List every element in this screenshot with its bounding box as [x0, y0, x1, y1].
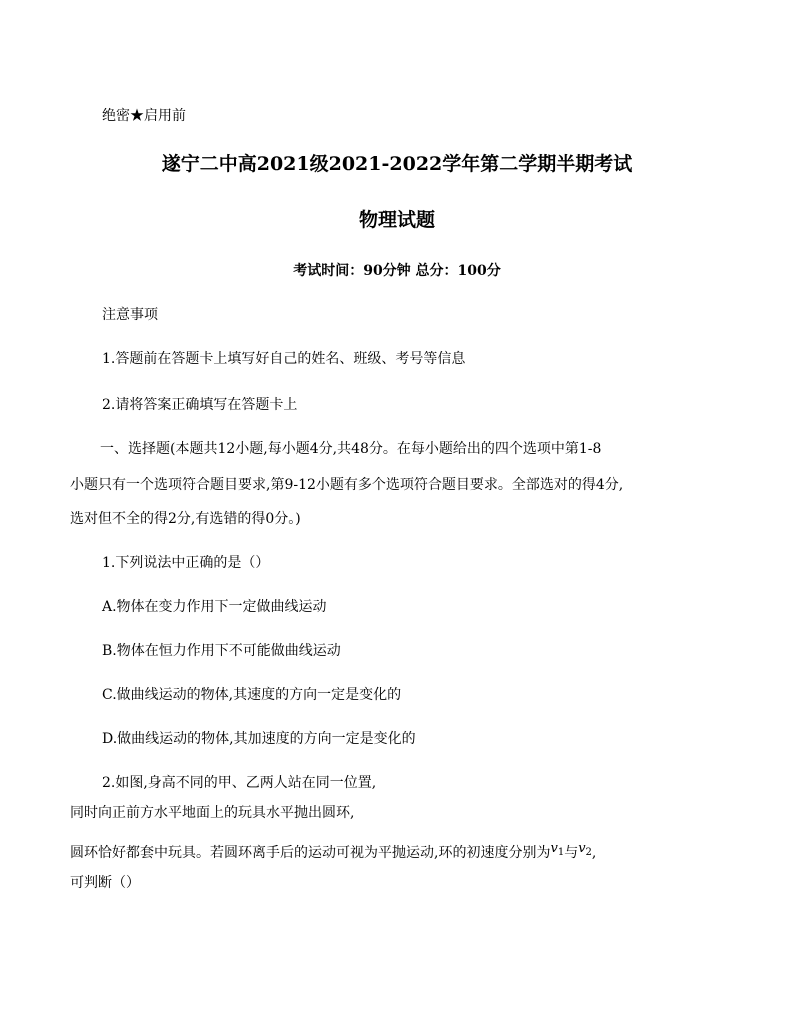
question-2-line-1: 2.如图,身高不同的甲、乙两人站在同一位置,	[102, 775, 377, 791]
exam-title: 遂宁二中高2021级2021-2022学年第二学期半期考试	[161, 153, 633, 175]
section-instructions-line-2: 小题只有一个选项符合题目要求,第9-12小题有多个选项符合题目要求。全部选对的得4分,	[70, 477, 624, 493]
velocity-v1-symbol: v	[550, 841, 558, 856]
section-instructions-line-3: 选对但不全的得2分,有选错的得0分。)	[70, 511, 301, 527]
question-1-option-a: A.物体在变力作用下一定做曲线运动	[102, 599, 327, 615]
velocity-v2	[578, 841, 592, 856]
question-1-option-b: B.物体在恒力作用下不可能做曲线运动	[102, 643, 341, 659]
section-instructions-line-1: 一、选择题(本题共12小题,每小题4分,共48分。在每小题给出的四个选项中第1-8	[100, 441, 602, 457]
question-2-line-3-suffix: ,	[591, 845, 597, 861]
question-2-line-3-text: 圆环恰好都套中玩具。若圆环离手后的运动可视为平抛运动,环的初速度分别为	[70, 845, 551, 861]
question-2-line-2: 同时向正前方水平地面上的玩具水平抛出圆环,	[70, 805, 355, 821]
notice-item-1: 1.答题前在答题卡上填写好自己的姓名、班级、考号等信息	[102, 351, 466, 367]
notice-item-2: 2.请将答案正确填写在答题卡上	[102, 397, 298, 413]
question-1-option-c: C.做曲线运动的物体,其速度的方向一定是变化的	[102, 687, 402, 703]
velocity-v2-subscript: 2	[585, 847, 592, 858]
question-2-line-4: 可判断（）	[70, 875, 140, 891]
question-2-line-3	[70, 840, 596, 862]
question-1-option-d: D.做曲线运动的物体,其加速度的方向一定是变化的	[102, 731, 416, 747]
velocity-v1	[550, 841, 564, 856]
velocity-v1-subscript: 1	[557, 847, 565, 858]
question-1-stem: 1.下列说法中正确的是（）	[102, 555, 270, 571]
velocity-v2-symbol: v	[578, 841, 586, 856]
secret-mark: 绝密★启用前	[102, 108, 186, 124]
exam-info: 考试时间：90分钟 总分：100分	[293, 263, 501, 279]
question-2-connector: 与	[564, 845, 579, 861]
exam-subtitle: 物理试题	[358, 209, 435, 231]
notice-heading: 注意事项	[102, 307, 158, 323]
